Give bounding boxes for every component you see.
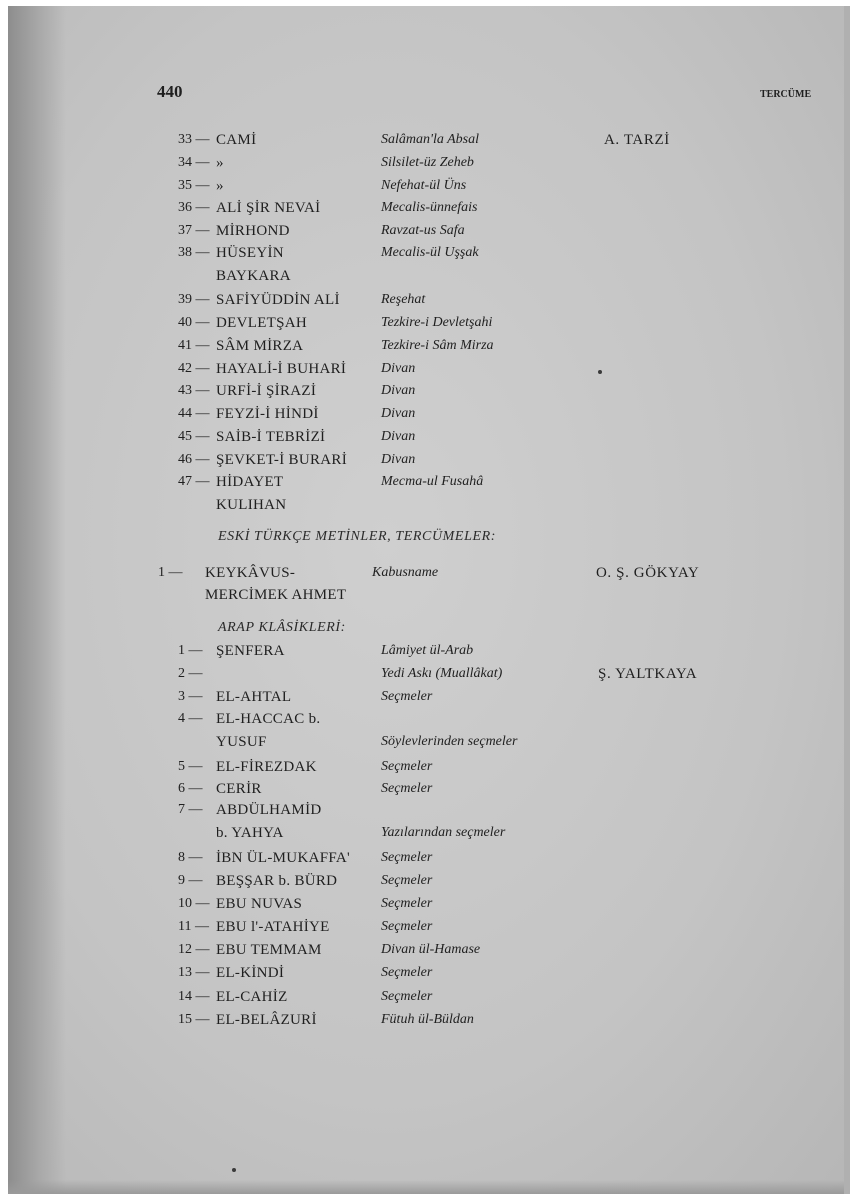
entry-number: 34 —: [178, 155, 210, 170]
author-name: EL-BELÂZURİ: [216, 1012, 317, 1028]
entry-number: 35 —: [178, 178, 210, 193]
author-name-cont: b. YAHYA: [216, 825, 284, 841]
entry-number: 2 —: [178, 666, 203, 681]
entry-number: 5 —: [178, 759, 203, 774]
work-title: Seçmeler: [381, 919, 433, 934]
author-name-cont: BAYKARA: [216, 268, 291, 284]
entry-number: 41 —: [178, 338, 210, 353]
entry-number: 1 —: [158, 565, 183, 580]
work-title: Tezkire-i Sâm Mirza: [381, 338, 494, 353]
entry-number: 47 —: [178, 474, 210, 489]
author-name: FEYZİ-İ HİNDİ: [216, 406, 319, 422]
work-title: Seçmeler: [381, 873, 433, 888]
entry-number: 33 —: [178, 132, 210, 147]
work-title: Divan: [381, 361, 416, 376]
author-name: CAMİ: [216, 132, 257, 148]
section-title: ARAP KLÂSİKLERİ:: [218, 620, 346, 635]
entry-number: 3 —: [178, 689, 203, 704]
author-name: EBU l'-ATAHİYE: [216, 919, 330, 935]
author-name: EL-AHTAL: [216, 689, 292, 705]
work-title: Kabusname: [372, 565, 439, 580]
work-title: Silsilet-üz Zeheb: [381, 155, 474, 170]
translator-name: O. Ş. GÖKYAY: [596, 565, 700, 581]
entry-number: 13 —: [178, 965, 210, 980]
author-name-cont: KULIHAN: [216, 497, 287, 513]
author-name: ALİ ŞİR NEVAİ: [216, 200, 321, 216]
author-name: SÂM MİRZA: [216, 338, 304, 354]
entry-number: 42 —: [178, 361, 210, 376]
entry-number: 45 —: [178, 429, 210, 444]
author-name: MİRHOND: [216, 223, 290, 239]
work-title: Seçmeler: [381, 689, 433, 704]
author-name: BEŞŞAR b. BÜRD: [216, 873, 338, 889]
author-name: URFİ-İ ŞİRAZİ: [216, 383, 317, 399]
binding-shadow: [8, 6, 66, 1194]
author-name: HAYALİ-İ BUHARİ: [216, 361, 347, 377]
entry-number: 39 —: [178, 292, 210, 307]
speck: [232, 1168, 236, 1172]
work-title: Söylevlerinden seçmeler: [381, 734, 518, 749]
entry-number: 1 —: [178, 643, 203, 658]
section-title: ESKİ TÜRKÇE METİNLER, TERCÜMELER:: [218, 529, 497, 544]
entry-number: 36 —: [178, 200, 210, 215]
work-title: Divan: [381, 406, 416, 421]
entry-number: 6 —: [178, 781, 203, 796]
work-title: Yedi Askı (Muallâkat): [381, 666, 503, 681]
author-name-cont: MERCİMEK AHMET: [205, 587, 347, 603]
work-title: Seçmeler: [381, 759, 433, 774]
author-name: SAFİYÜDDİN ALİ: [216, 292, 340, 308]
work-title: Seçmeler: [381, 781, 433, 796]
work-title: Yazılarından seçmeler: [381, 825, 506, 840]
bottom-shadow: [8, 1180, 850, 1194]
entry-number: 43 —: [178, 383, 210, 398]
entry-number: 7 —: [178, 802, 203, 817]
work-title: Seçmeler: [381, 896, 433, 911]
work-title: Nefehat-ül Üns: [381, 178, 467, 193]
entry-number: 12 —: [178, 942, 210, 957]
entry-number: 11 —: [178, 919, 209, 934]
entry-number: 44 —: [178, 406, 210, 421]
entry-number: 8 —: [178, 850, 203, 865]
author-name: EBU TEMMAM: [216, 942, 322, 958]
running-head: TERCÜME: [760, 89, 812, 100]
work-title: Salâman'la Absal: [381, 132, 480, 147]
author-name: ŞEVKET-İ BURARİ: [216, 452, 348, 468]
translator-name: A. TARZİ: [604, 132, 670, 148]
author-name: CERİR: [216, 781, 262, 797]
entry-number: 14 —: [178, 989, 210, 1004]
work-title: Mecalis-ül Uşşak: [381, 245, 479, 260]
author-name: DEVLETŞAH: [216, 315, 308, 331]
author-name: EL-KİNDİ: [216, 965, 285, 981]
author-name: HİDAYET: [216, 474, 284, 490]
author-name: »: [216, 155, 224, 171]
author-name: HÜSEYİN: [216, 245, 284, 261]
work-title: Tezkire-i Devletşahi: [381, 315, 493, 330]
author-name: »: [216, 178, 224, 194]
entry-number: 46 —: [178, 452, 210, 467]
work-title: Reşehat: [381, 292, 426, 307]
entry-number: 9 —: [178, 873, 203, 888]
author-name: ŞENFERA: [216, 643, 285, 659]
entry-number: 40 —: [178, 315, 210, 330]
speck: [598, 370, 602, 374]
entry-number: 10 —: [178, 896, 210, 911]
work-title: Ravzat-us Safa: [381, 223, 465, 238]
entry-number: 4 —: [178, 711, 203, 726]
page-number: 440: [157, 82, 183, 101]
work-title: Mecalis-ünnefais: [381, 200, 478, 215]
entry-number: 37 —: [178, 223, 210, 238]
work-title: Mecma-ul Fusahâ: [381, 474, 484, 489]
author-name: EL-CAHİZ: [216, 989, 288, 1005]
entry-number: 15 —: [178, 1012, 210, 1027]
author-name: SAİB-İ TEBRİZİ: [216, 429, 326, 445]
author-name: EBU NUVAS: [216, 896, 303, 912]
author-name: EL-HACCAC b.: [216, 711, 321, 727]
author-name: ABDÜLHAMİD: [216, 802, 322, 818]
work-title: Seçmeler: [381, 989, 433, 1004]
author-name-cont: YUSUF: [216, 734, 267, 750]
author-name: KEYKÂVUS-: [205, 565, 296, 581]
work-title: Lâmiyet ül-Arab: [381, 643, 474, 658]
work-title: Divan: [381, 429, 416, 444]
work-title: Divan: [381, 383, 416, 398]
work-title: Divan: [381, 452, 416, 467]
entry-number: 38 —: [178, 245, 210, 260]
work-title: Divan ül-Hamase: [381, 942, 481, 957]
author-name: İBN ÜL-MUKAFFA': [216, 850, 351, 866]
work-title: Seçmeler: [381, 965, 433, 980]
translator-name: Ş. YALTKAYA: [598, 666, 698, 682]
right-page-edge: [844, 6, 850, 1194]
work-title: Seçmeler: [381, 850, 433, 865]
author-name: EL-FİREZDAK: [216, 759, 317, 775]
work-title: Fütuh ül-Büldan: [381, 1012, 474, 1027]
